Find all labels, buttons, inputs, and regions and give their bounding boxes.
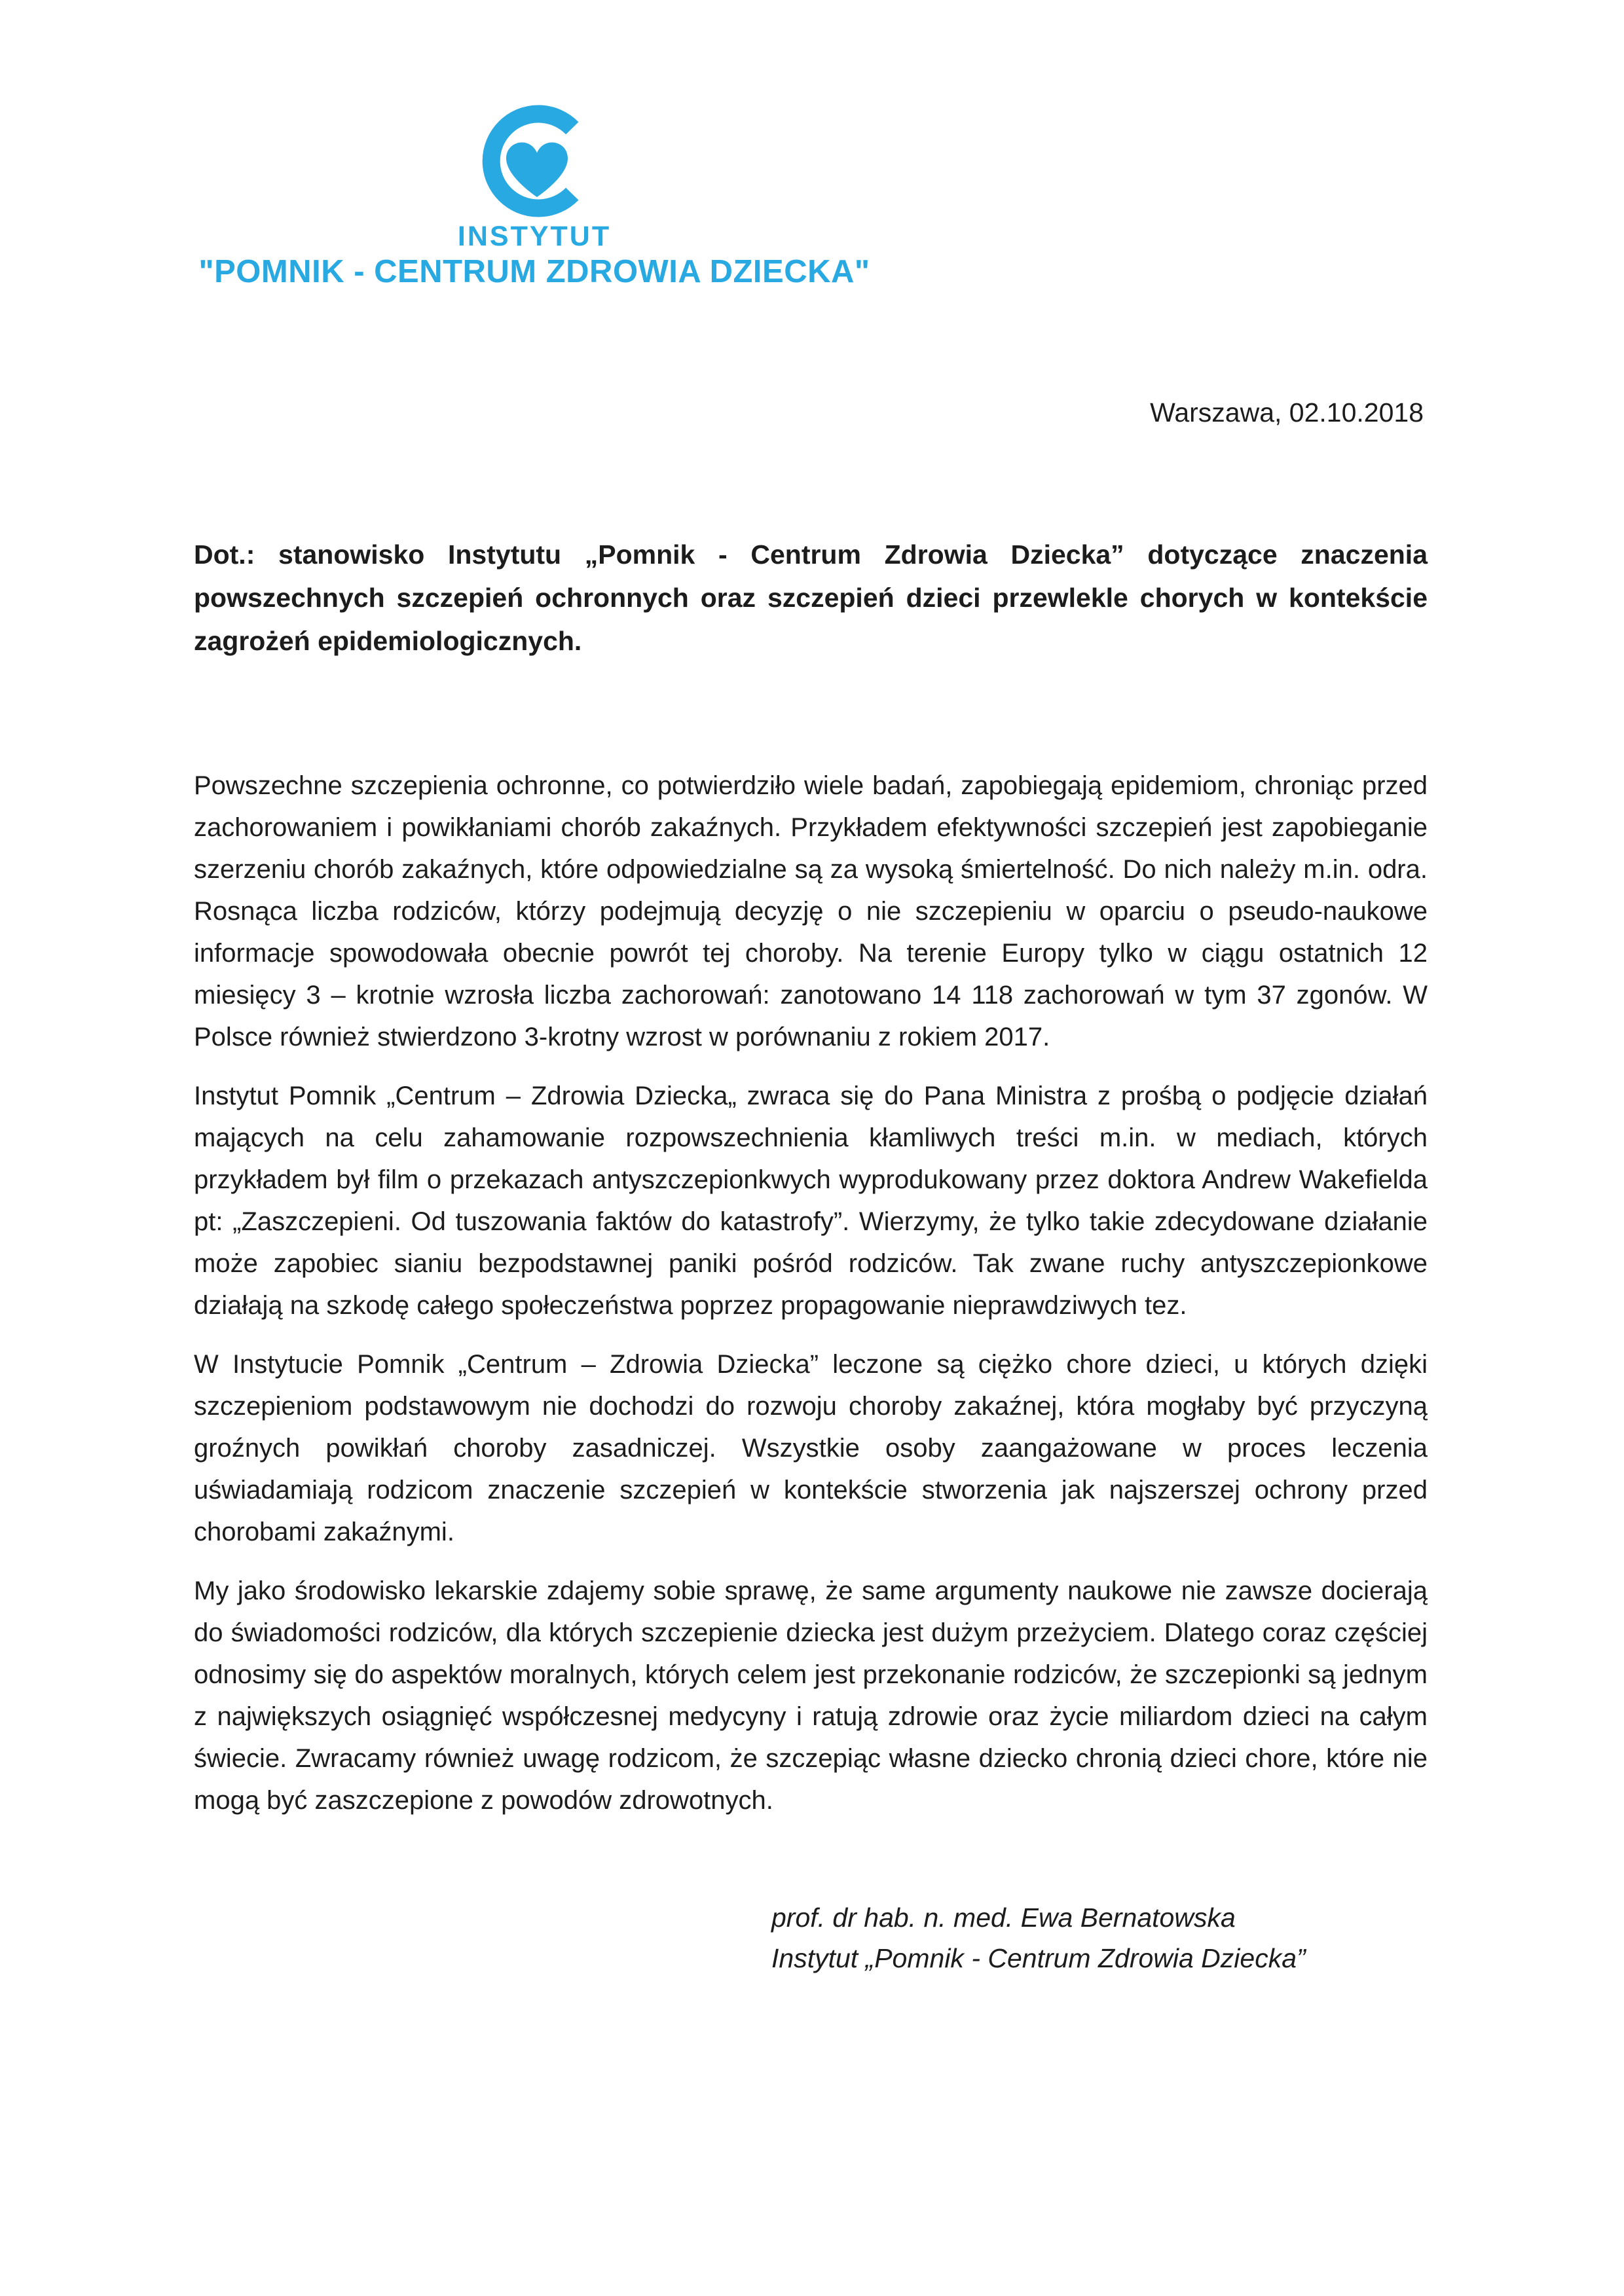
letter-body: [194, 765, 1428, 1821]
dateline: Warszawa, 02.10.2018: [1150, 397, 1424, 428]
signature-block: [771, 1897, 1428, 1978]
paragraph-3: W Instytucie Pomnik „Centrum – Zdrowia Dziecka” leczone są ciężko chore dzieci, u których dzięki szczepieniom podstawowym nie dochodzi do rozwoju choroby zakaźnej, która mogłaby być przyczyną groźnych powikłań choroby zasadniczej. Wszystkie osoby zaangażowane w proces leczenia uświadamiają rodzicom znaczenie szczepień w kontekście stworzenia jak najszerszej ochrony przed chorobami zakaźnymi.: [194, 1349, 1428, 1546]
signature-institution: Instytut „Pomnik - Centrum Zdrowia Dziecka”: [771, 1942, 1306, 1973]
institute-logo-block: [194, 105, 875, 293]
paragraph-1: Powszechne szczepienia ochronne, co potwierdziło wiele badań, zapobiegają epidemiom, chroniąc przed zachorowaniem i powikłaniami chorób zakaźnych. Przykładem efektywności szczepień jest zapobieganie szerzeniu chorób zakaźnych, które odpowiedzialne są za wysoką śmiertelność. Do nich należy m.in. odra. Rosnąca liczba rodziców, którzy podejmują decyzję o nie szczepieniu w oparciu o pseudo-naukowe informacje spowodowała obecnie powrót tej choroby. Na terenie Europy tylko w ciągu ostatnich 12 miesięcy 3 – krotnie wzrosła liczba zachorowań: zanotowano 14 118 zachorowań w tym 37 zgonów. W Polsce również stwierdzono 3-krotny wzrost w porównaniu z rokiem 2017.: [194, 771, 1428, 1051]
institute-name-line2: "POMNIK - CENTRUM ZDROWIA DZIECKA": [198, 254, 870, 290]
subject-line: Dot.: stanowisko Instytutu „Pomnik - Centrum Zdrowia Dziecka” dotyczące znaczenia powszechnych szczepień ochronnych oraz szczepień dzieci przewlekle chorych w kontekście zagrożeń epidemiologicznych.: [194, 539, 1428, 656]
paragraph-4: My jako środowisko lekarskie zdajemy sobie sprawę, że same argumenty naukowe nie zawsze docierają do świadomości rodziców, dla których szczepienie dziecka jest dużym przeżyciem. Dlatego coraz częściej odnosimy się do aspektów moralnych, których celem jest przekonanie rodziców, że szczepionki są jednym z największych osiągnięć współczesnej medycyny i ratują zdrowie oraz życie miliardom dzieci na całym świecie. Zwracamy również uwagę rodzicom, że szczepiąc własne dziecko chronią dzieci chore, które nie mogą być zaszczepione z powodów zdrowotnych.: [194, 1576, 1428, 1815]
paragraph-2: Instytut Pomnik „Centrum – Zdrowia Dziecka„ zwraca się do Pana Ministra z prośbą o podjęcie działań mających na celu zahamowanie rozpowszechnienia kłamliwych treści m.in. w mediach, których przykładem był film o przekazach antyszczepionkwych wyprodukowany przez doktora Andrew Wakefielda pt: „Zaszczepieni. Od tuszowania faktów do katastrofy”. Wierzymy, że tylko takie zdecydowane działanie może zapobiec sianiu bezpodstawnej paniki pośród rodziców. Tak zwane ruchy antyszczepionkowe działają na szkodę całego społeczeństwa poprzez propagowanie nieprawdziwych tez.: [194, 1081, 1428, 1320]
signature-name: prof. dr hab. n. med. Ewa Bernatowska: [771, 1902, 1236, 1933]
institute-name-line1: INSTYTUT: [457, 221, 612, 252]
heart-in-c-logo-icon: [466, 105, 603, 217]
